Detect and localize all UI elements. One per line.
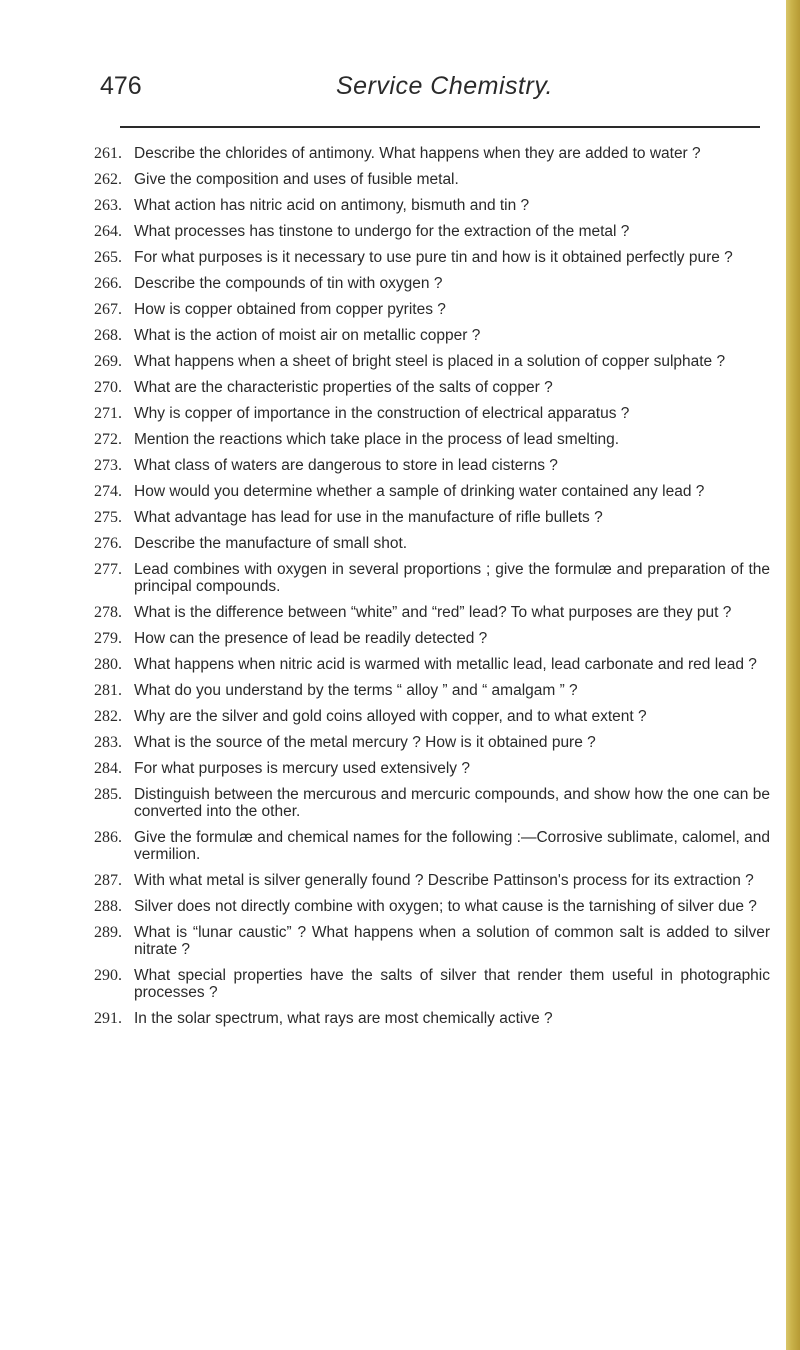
question-item [94, 171, 774, 188]
question-number: 271. [94, 405, 122, 422]
question-item [94, 734, 774, 751]
question-number: 275. [94, 509, 122, 526]
running-title: Service Chemistry. [336, 72, 553, 100]
question-text: What special properties have the salts of silver that render them useful in photographic processes ? [134, 967, 770, 1001]
question-text: Mention the reactions which take place in the process of lead smelting. [134, 431, 620, 448]
question-text: Give the formulæ and chemical names for the following :—Corrosive sublimate, calomel, and vermilion. [134, 829, 770, 863]
question-number: 281. [94, 682, 122, 699]
question-item [94, 760, 774, 777]
question-text: Describe the chlorides of antimony. What happens when they are added to water ? [134, 145, 701, 162]
question-item [94, 301, 774, 318]
question-number: 285. [94, 786, 122, 803]
question-text: Why is copper of importance in the construction of electrical apparatus ? [134, 405, 630, 422]
question-text: In the solar spectrum, what rays are most chemically active ? [134, 1010, 553, 1027]
question-number: 284. [94, 760, 122, 777]
question-item [94, 483, 774, 500]
question-item [94, 872, 774, 889]
question-text: What are the characteristic properties of the salts of copper ? [134, 379, 553, 396]
question-text: How would you determine whether a sample of drinking water contained any lead ? [134, 483, 705, 500]
question-number: 289. [94, 924, 122, 941]
question-text: How is copper obtained from copper pyrites ? [134, 301, 446, 318]
question-text: Why are the silver and gold coins alloyed with copper, and to what extent ? [134, 708, 647, 725]
question-number: 264. [94, 223, 122, 240]
question-item [94, 604, 774, 621]
question-item [94, 223, 774, 240]
question-text: For what purposes is it necessary to use pure tin and how is it obtained perfectly pure ? [134, 249, 733, 266]
question-item [94, 829, 774, 863]
question-number: 277. [94, 561, 122, 578]
question-text: What processes has tinstone to undergo for the extraction of the metal ? [134, 223, 630, 240]
question-item [94, 145, 774, 162]
question-number: 287. [94, 872, 122, 889]
question-item [94, 197, 774, 214]
question-text: With what metal is silver generally found ? Describe Pattinson's process for its extraction ? [134, 872, 754, 889]
question-item [94, 275, 774, 292]
question-text: What class of waters are dangerous to store in lead cisterns ? [134, 457, 558, 474]
question-item [94, 457, 774, 474]
question-number: 288. [94, 898, 122, 915]
question-item [94, 353, 774, 370]
question-text: What is the difference between “white” and “red” lead? To what purposes are they put ? [134, 604, 732, 621]
question-text: What happens when nitric acid is warmed with metallic lead, lead carbonate and red lead ? [134, 656, 757, 673]
question-number: 280. [94, 656, 122, 673]
question-item [94, 656, 774, 673]
question-item [94, 786, 774, 820]
question-text: Silver does not directly combine with oxygen; to what cause is the tarnishing of silver due ? [134, 898, 757, 915]
question-text: What advantage has lead for use in the manufacture of rifle bullets ? [134, 509, 603, 526]
question-number: 265. [94, 249, 122, 266]
question-list [94, 145, 774, 1036]
question-item [94, 405, 774, 422]
question-text: Describe the compounds of tin with oxygen ? [134, 275, 443, 292]
question-item [94, 249, 774, 266]
question-text: Give the composition and uses of fusible metal. [134, 171, 459, 188]
question-item [94, 561, 774, 595]
page-header [0, 72, 800, 112]
question-number: 266. [94, 275, 122, 292]
page-number: 476 [100, 72, 142, 100]
question-item [94, 630, 774, 647]
page-edge [786, 0, 800, 1350]
question-text: Describe the manufacture of small shot. [134, 535, 408, 552]
question-text: What is the action of moist air on metallic copper ? [134, 327, 481, 344]
question-text: What action has nitric acid on antimony, bismuth and tin ? [134, 197, 530, 214]
question-item [94, 898, 774, 915]
question-number: 276. [94, 535, 122, 552]
question-number: 262. [94, 171, 122, 188]
question-text: How can the presence of lead be readily detected ? [134, 630, 488, 647]
question-item [94, 327, 774, 344]
question-item [94, 967, 774, 1001]
question-number: 268. [94, 327, 122, 344]
question-item [94, 924, 774, 958]
question-text: What is the source of the metal mercury ? How is it obtained pure ? [134, 734, 596, 751]
question-number: 261. [94, 145, 122, 162]
question-item [94, 509, 774, 526]
question-number: 282. [94, 708, 122, 725]
question-number: 270. [94, 379, 122, 396]
question-number: 274. [94, 483, 122, 500]
question-number: 291. [94, 1010, 122, 1027]
question-item [94, 682, 774, 699]
question-number: 283. [94, 734, 122, 751]
header-rule [120, 126, 760, 128]
question-item [94, 431, 774, 448]
question-number: 263. [94, 197, 122, 214]
question-number: 290. [94, 967, 122, 984]
question-number: 286. [94, 829, 122, 846]
question-number: 278. [94, 604, 122, 621]
question-item [94, 379, 774, 396]
question-text: What do you understand by the terms “ alloy ” and “ amalgam ” ? [134, 682, 578, 699]
question-number: 272. [94, 431, 122, 448]
question-number: 269. [94, 353, 122, 370]
question-text: Distinguish between the mercurous and mercuric compounds, and show how the one can be converted into the other. [134, 786, 770, 820]
question-text: Lead combines with oxygen in several proportions ; give the formulæ and preparation of the principal compounds. [134, 561, 770, 595]
question-number: 267. [94, 301, 122, 318]
question-number: 273. [94, 457, 122, 474]
question-text: What is “lunar caustic” ? What happens when a solution of common salt is added to silver nitrate ? [134, 924, 770, 958]
question-item [94, 1010, 774, 1027]
question-item [94, 708, 774, 725]
question-text: What happens when a sheet of bright steel is placed in a solution of copper sulphate ? [134, 353, 726, 370]
question-number: 279. [94, 630, 122, 647]
question-text: For what purposes is mercury used extensively ? [134, 760, 470, 777]
question-item [94, 535, 774, 552]
